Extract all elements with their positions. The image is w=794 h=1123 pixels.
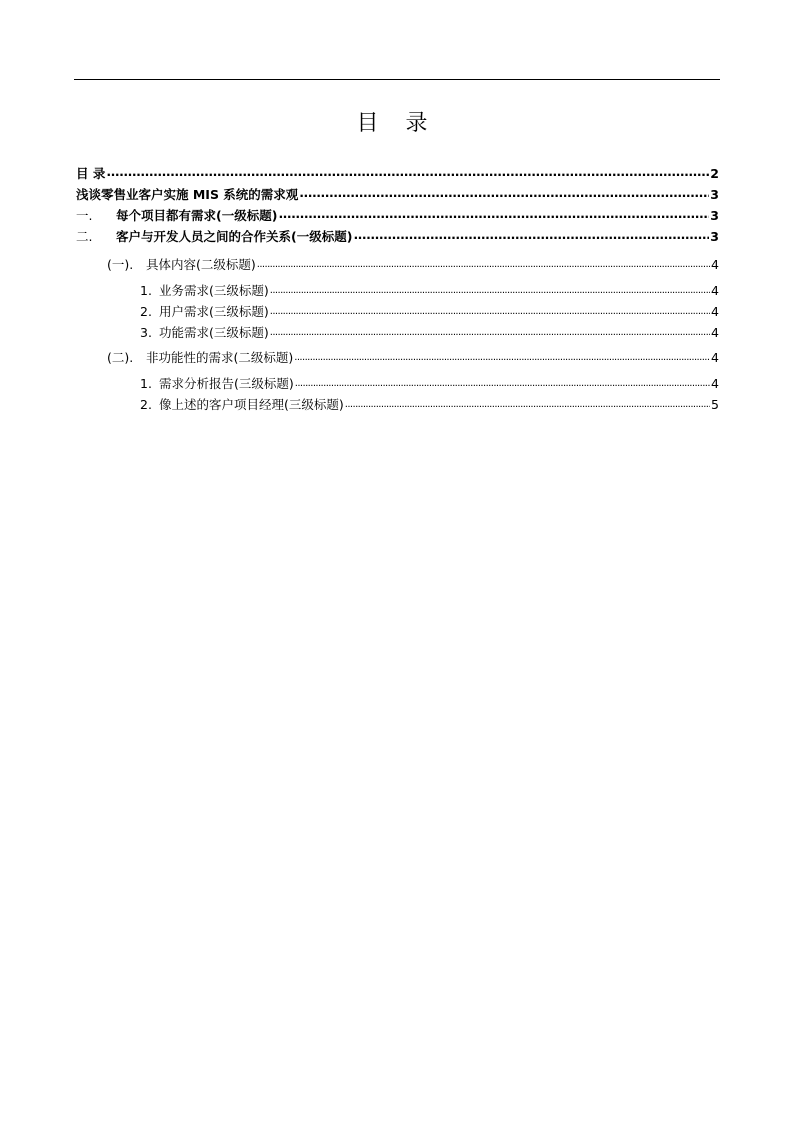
toc-leader-dots: [345, 397, 710, 410]
toc-entry-text: 浅谈零售业客户实施 MIS 系统的需求观: [76, 187, 299, 202]
toc-entry[interactable]: [140, 374, 719, 392]
toc-page-number: 3: [710, 208, 719, 223]
toc-entry[interactable]: [76, 164, 719, 182]
toc-entry-number: (二).: [107, 350, 134, 365]
toc-entry-text: 业务需求(三级标题): [159, 283, 269, 298]
toc-entry-number: 2.: [140, 304, 152, 319]
toc-leader-dots: [353, 229, 709, 242]
toc-entry[interactable]: [140, 281, 719, 299]
toc-page-number: 5: [711, 397, 719, 412]
toc-entry-text: 功能需求(三级标题): [159, 325, 269, 340]
toc-leader-dots: [270, 304, 710, 317]
toc-entry-number: 3.: [140, 325, 152, 340]
toc-leader-dots: [270, 325, 710, 338]
header-rule: [74, 79, 720, 80]
toc-leader-dots: [257, 257, 710, 270]
toc-entry-text: 目 录: [76, 166, 106, 181]
toc-entry[interactable]: [140, 302, 719, 320]
toc-entry-number: 一.: [76, 208, 93, 223]
toc-entry[interactable]: [140, 395, 719, 413]
toc-entry-text: 客户与开发人员之间的合作关系(一级标题): [116, 229, 353, 244]
toc-entry-number: 1.: [140, 283, 152, 298]
toc-page-number: 3: [710, 187, 719, 202]
toc-page-number: 3: [710, 229, 719, 244]
toc-entry[interactable]: [140, 323, 719, 341]
toc-page-number: 4: [711, 350, 719, 365]
toc-entry-number: 二.: [76, 229, 93, 244]
toc-page-number: 4: [711, 304, 719, 319]
toc-page-number: 4: [711, 257, 719, 272]
toc-entry[interactable]: [76, 227, 719, 245]
toc-title: 目 录: [356, 111, 438, 136]
toc-page-number: 4: [711, 283, 719, 298]
toc-leader-dots: [299, 187, 709, 200]
toc-entry-number: 1.: [140, 376, 152, 391]
toc-entry-text: 具体内容(二级标题): [146, 257, 256, 272]
toc-entry-text: 需求分析报告(三级标题): [159, 376, 294, 391]
toc-page-number: 4: [711, 376, 719, 391]
toc-entry-number: 2.: [140, 397, 152, 412]
toc-entry-number: (一).: [107, 257, 134, 272]
toc-entry-text: 非功能性的需求(二级标题): [146, 350, 294, 365]
toc-leader-dots: [295, 376, 710, 389]
toc-entry[interactable]: [107, 348, 719, 366]
toc-page-number: 4: [711, 325, 719, 340]
toc-entry[interactable]: [76, 206, 719, 224]
toc-leader-dots: [270, 283, 710, 296]
toc-page-number: 2: [710, 166, 719, 181]
toc-entry-text: 用户需求(三级标题): [159, 304, 269, 319]
toc-leader-dots: [294, 350, 710, 363]
toc-entry-text: 每个项目都有需求(一级标题): [116, 208, 278, 223]
toc-leader-dots: [278, 208, 709, 221]
toc-entry-text: 像上述的客户项目经理(三级标题): [159, 397, 344, 412]
toc-entry[interactable]: [76, 185, 719, 203]
toc-entry[interactable]: [107, 255, 719, 273]
toc-leader-dots: [106, 166, 709, 179]
